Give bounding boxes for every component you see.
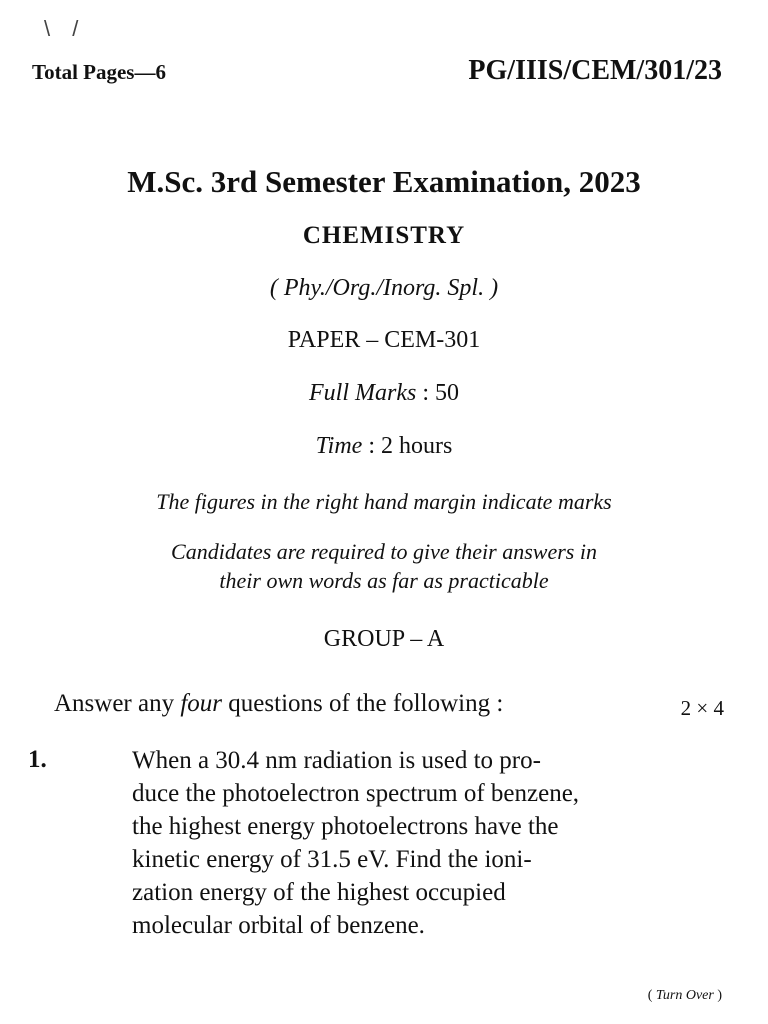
paper-code: PG/IIIS/CEM/301/23 (468, 55, 722, 86)
specialization-text: ( Phy./Org./Inorg. Spl. ) (269, 275, 499, 301)
time-label: Time (315, 433, 363, 459)
question-line: duce the photoelectron spectrum of benzene, (132, 780, 580, 807)
group-heading: GROUP – A (323, 626, 445, 652)
full-marks (0, 380, 768, 407)
question-text (132, 744, 692, 942)
time-value: : 2 hours (368, 433, 453, 459)
answer-prefix: Answer any (54, 690, 181, 717)
instruction-own-words (0, 537, 768, 595)
question-line: When a 30.4 nm radiation is used to pro- (132, 747, 541, 774)
full-marks-label: Full Marks (309, 380, 417, 406)
subject-heading: CHEMISTRY (302, 222, 466, 249)
answer-marks: 2 × 4 (680, 696, 724, 720)
exam-title: M.Sc. 3rd Semester Examination, 2023 (127, 164, 641, 199)
margin-tick-marks: \ / (44, 16, 87, 41)
full-marks-value: : 50 (422, 380, 459, 406)
answer-suffix: questions of the following : (222, 690, 504, 717)
turn-over-note: ( Turn Over ) (647, 988, 722, 1003)
instruction-line-1: Candidates are required to give their answers in (171, 539, 597, 564)
question-line: zation energy of the highest occupied (132, 879, 506, 906)
exam-time (0, 433, 768, 460)
turn-over-text: Turn Over (655, 988, 714, 1003)
specialization (0, 275, 768, 302)
question-line: the highest energy photoelectrons have the (132, 813, 559, 840)
question-line: kinetic energy of 31.5 eV. Find the ioni- (132, 846, 532, 873)
answer-count: four (180, 690, 223, 717)
total-pages: Total Pages—6 (32, 60, 166, 84)
instruction-line-2: their own words as far as practicable (219, 568, 549, 593)
question-line: molecular orbital of benzene. (132, 912, 425, 939)
answer-instruction (54, 690, 503, 718)
instruction-marks: The figures in the right hand margin indicate marks (156, 489, 612, 514)
question-number: 1. (28, 746, 47, 773)
paper-number: PAPER – CEM-301 (287, 327, 481, 353)
